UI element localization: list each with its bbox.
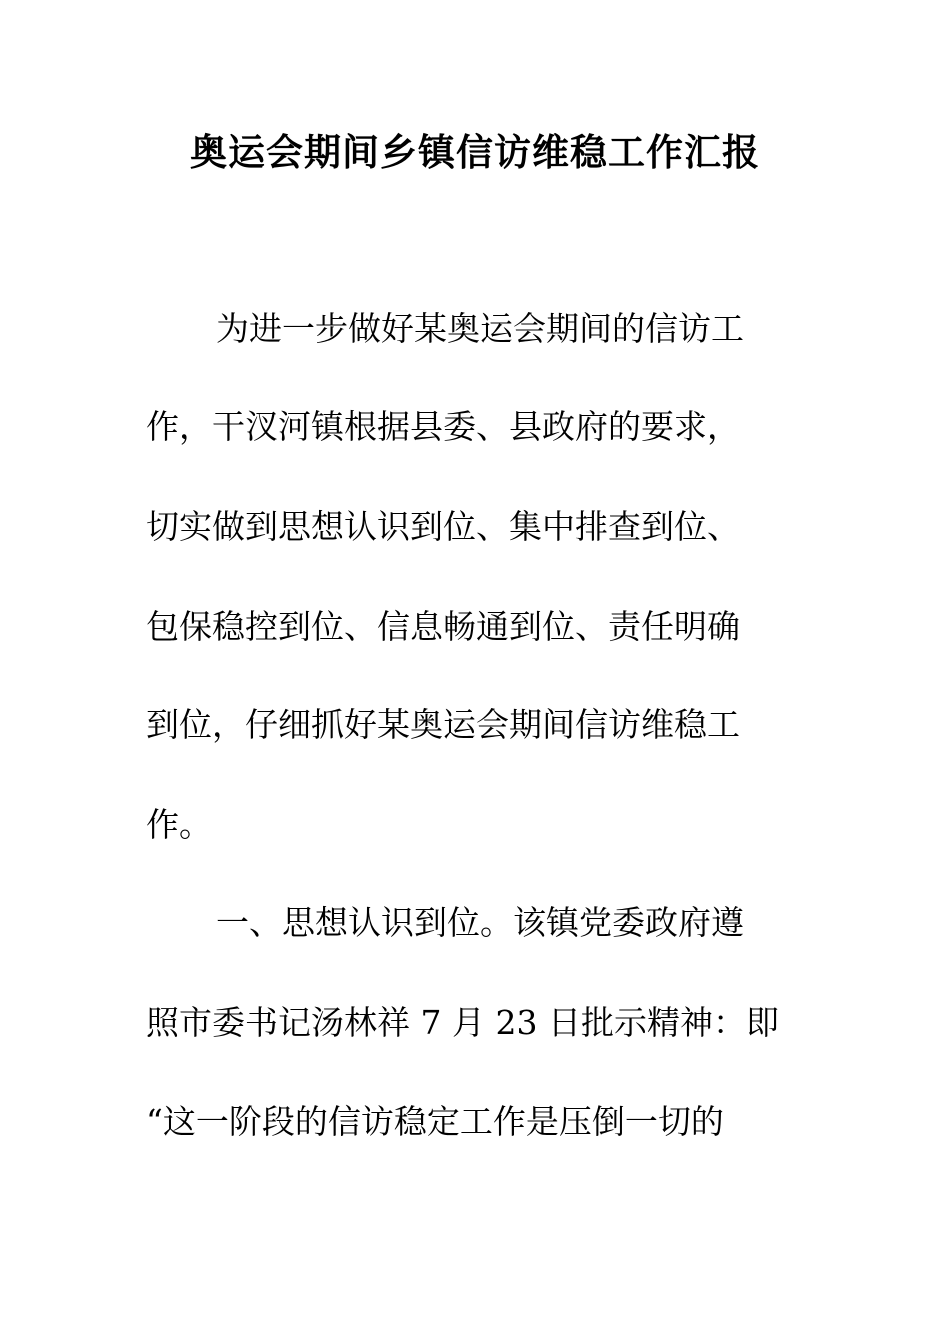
- paragraph-1-line-5: 到位，仔细抓好某奥运会期间信访维稳工: [146, 705, 740, 744]
- paragraph-2-line-1: 一、思想认识到位。该镇党委政府遵: [216, 903, 744, 942]
- paragraph-2-line-2: 照市委书记汤林祥 7 月 23 日批示精神：即: [146, 1003, 779, 1042]
- paragraph-1-line-2: 作，干汊河镇根据县委、县政府的要求，: [146, 407, 740, 446]
- paragraph-2-line-3: “这一阶段的信访稳定工作是压倒一切的: [146, 1102, 724, 1141]
- document-title: 奥运会期间乡镇信访维稳工作汇报: [190, 131, 760, 174]
- paragraph-1-line-4: 包保稳控到位、信息畅通到位、责任明确: [146, 607, 740, 646]
- paragraph-1-line-1: 为进一步做好某奥运会期间的信访工: [216, 309, 744, 348]
- paragraph-1-line-6: 作。: [146, 805, 212, 844]
- paragraph-1-line-3: 切实做到思想认识到位、集中排查到位、: [146, 507, 740, 546]
